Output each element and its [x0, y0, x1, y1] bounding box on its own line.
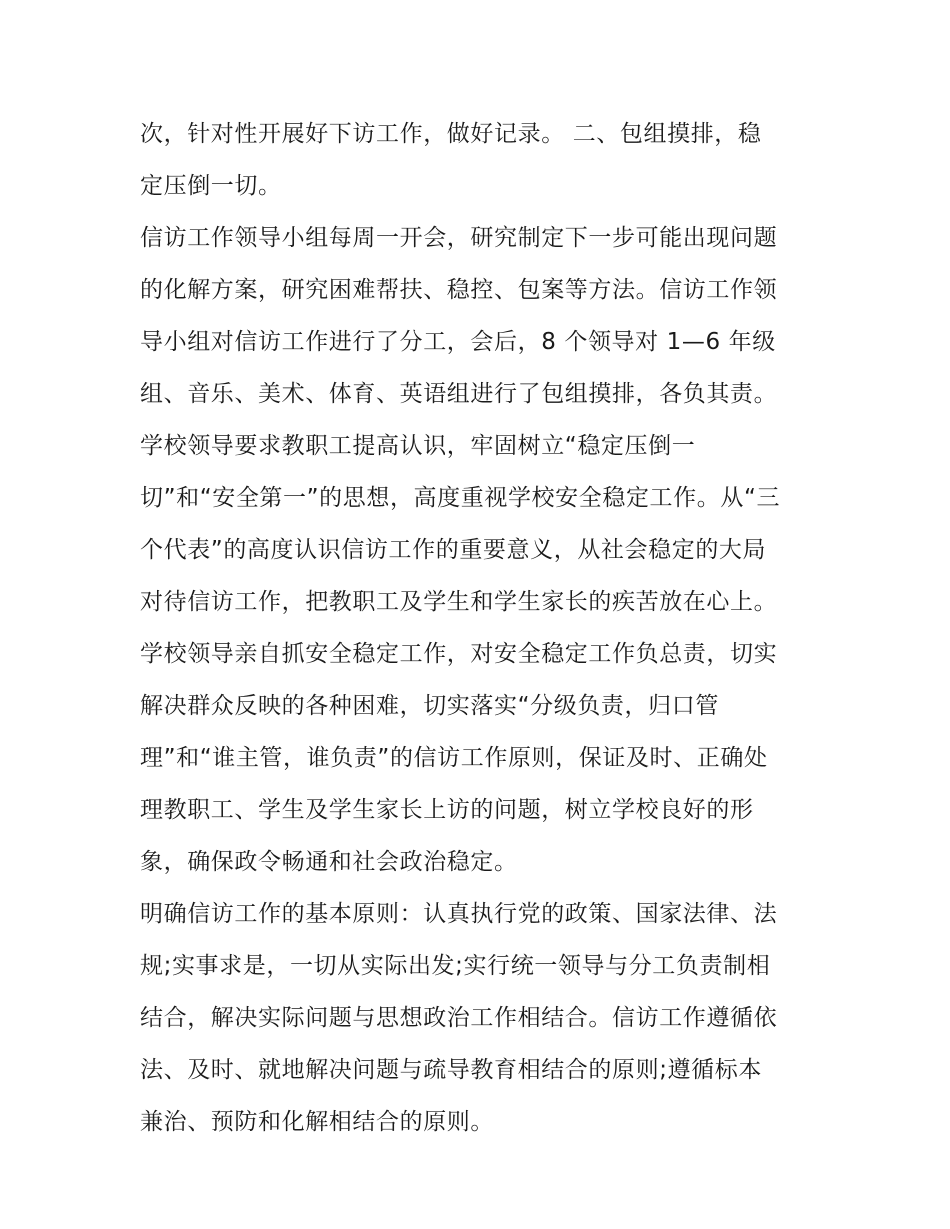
text-line: 解决群众反映的各种困难，切实落实“分级负责，归口管	[140, 693, 719, 719]
text-line: 次，针对性开展好下访工作，做好记录。 二、包组摸排，稳	[140, 121, 762, 147]
text-line: 理教职工、学生及学生家长上访的问题，树立学校良好的形	[140, 797, 754, 823]
text-line: 兼治、预防和化解相结合的原则。	[140, 1109, 494, 1135]
text-line: 切”和“安全第一”的思想，高度重视学校安全稳定工作。从“三	[140, 485, 781, 511]
text-line: 个代表”的高度认识信访工作的重要意义，从社会稳定的大局	[140, 537, 767, 563]
text-line: 学校领导要求教职工提高认识，牢固树立“稳定压倒一	[140, 433, 696, 459]
text-line: 明确信访工作的基本原则：认真执行党的政策、国家法律、法	[140, 901, 778, 927]
text-line: 的化解方案，研究困难帮扶、稳控、包案等方法。信访工作领	[140, 277, 778, 303]
text-line: 对待信访工作，把教职工及学生和学生家长的疾苦放在心上。	[140, 589, 778, 615]
text-line: 定压倒一切。	[140, 173, 282, 199]
text-line: 导小组对信访工作进行了分工，会后，8 个领导对 1—6 年级	[140, 329, 776, 355]
text-line: 学校领导亲自抓安全稳定工作，对安全稳定工作负总责，切实	[140, 641, 778, 667]
text-line: 规;实事求是，一切从实际出发;实行统一领导与分工负责制相	[140, 953, 771, 979]
text-line: 法、及时、就地解决问题与疏导教育相结合的原则;遵循标本	[140, 1057, 762, 1083]
text-line: 象，确保政令畅通和社会政治稳定。	[140, 849, 518, 875]
text-line: 结合，解决实际问题与思想政治工作相结合。信访工作遵循依	[140, 1005, 778, 1031]
text-line: 信访工作领导小组每周一开会，研究制定下一步可能出现问题	[140, 225, 778, 251]
document-body	[140, 108, 840, 1148]
text-line: 组、音乐、美术、体育、英语组进行了包组摸排，各负其责。	[140, 381, 778, 407]
text-line: 理”和“谁主管，谁负责”的信访工作原则，保证及时、正确处	[140, 745, 768, 771]
